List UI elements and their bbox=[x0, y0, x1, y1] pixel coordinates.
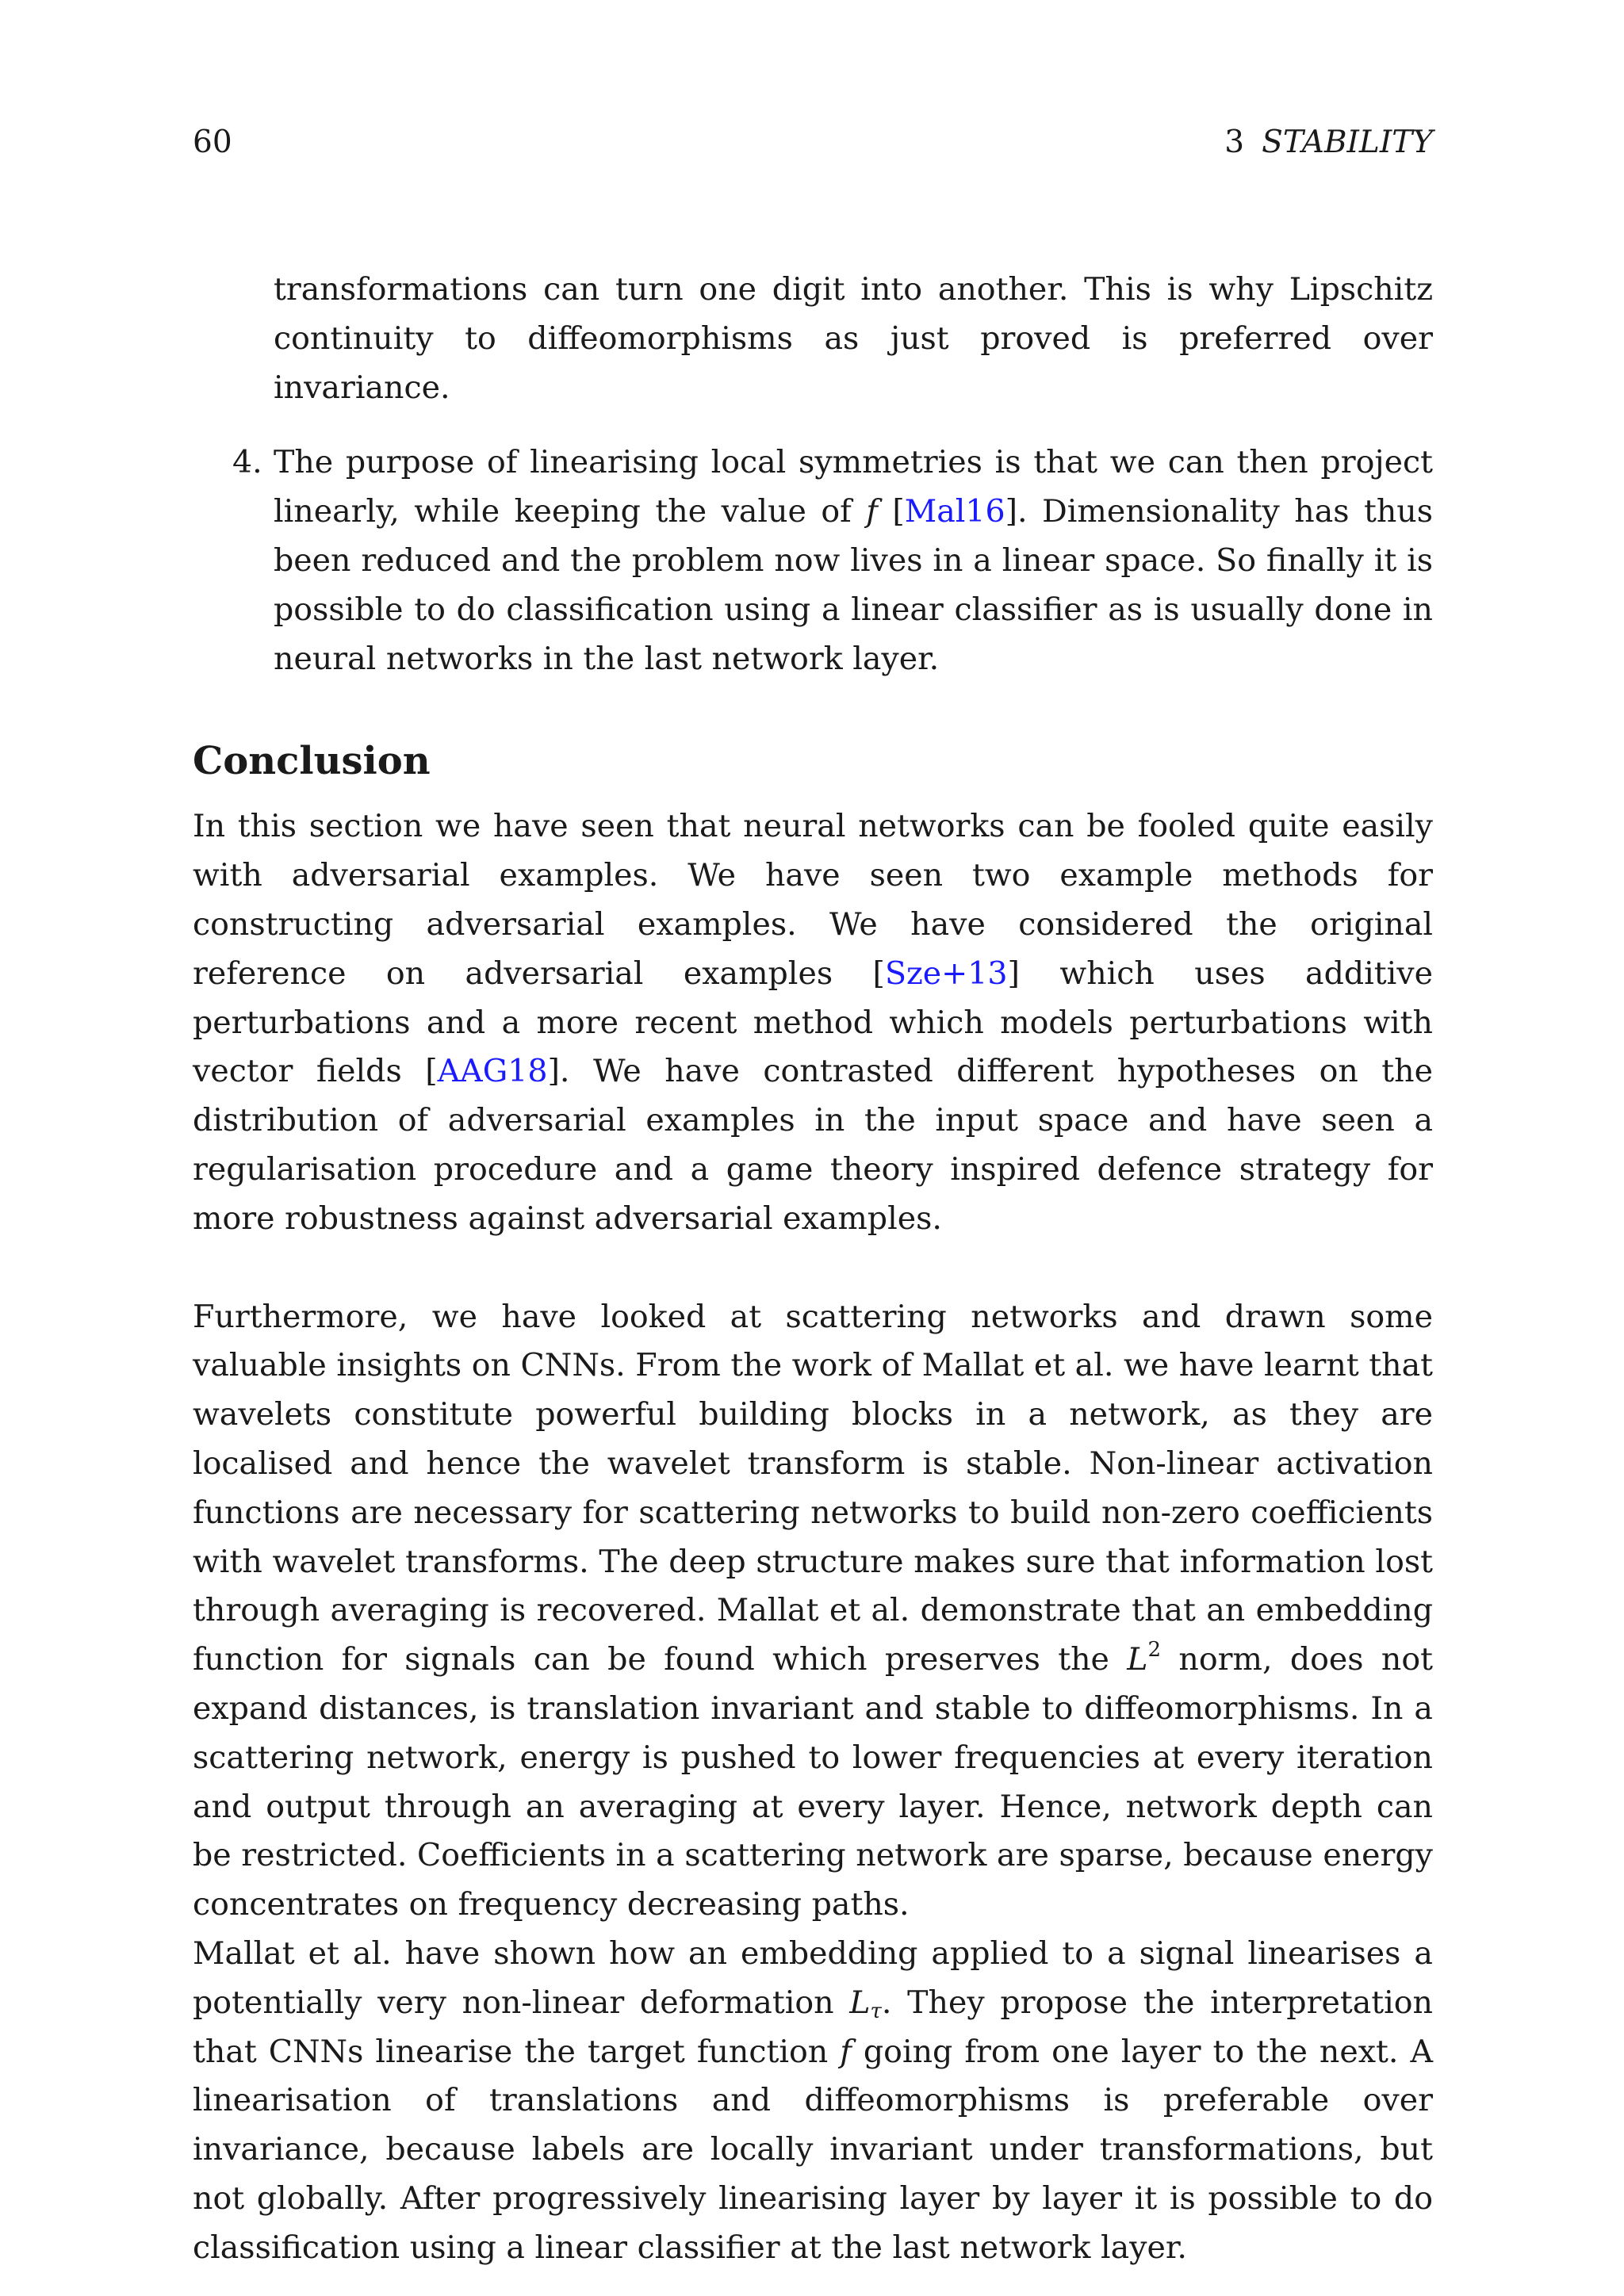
citation-link-mal16[interactable]: Mal16 bbox=[904, 493, 1005, 530]
page-header bbox=[193, 123, 1433, 163]
text-run: ]. Dimensionality has thus been reduced and the problem now lives in a linear space. So finally it is possible to do classification using a linear classifier as is usually done in neural networks in the last network layer. bbox=[274, 493, 1434, 677]
text-run: The purpose of linearising local symmetries is that we can then project linearly, while keeping the value of bbox=[274, 444, 1433, 530]
running-head bbox=[1224, 123, 1433, 163]
text-run: ]. We have contrasted different hypotheses on the distribution of adversarial examples in the input space and have seen a regularisation procedure and a game theory inspired defence strategy for more robustness against adversarial examples. bbox=[193, 1053, 1433, 1237]
text-run: norm, does not expand distances, is translation invariant and stable to diffeomorphisms. In a scattering network, energy is pushed to lower frequencies at every iteration and output through an averaging at every layer. Hence, network depth can be restricted. Coefficients in a scattering network are sparse, because energy concentrates on frequency decreasing paths. bbox=[193, 1641, 1433, 1923]
list-marker: 4. bbox=[232, 444, 262, 481]
conclusion-paragraph-1 bbox=[193, 802, 1433, 1243]
list-item-4-text bbox=[274, 438, 1433, 683]
math-subscript-tau: τ bbox=[870, 1999, 882, 2023]
text-run: Furthermore, we have looked at scattering networks and drawn some valuable insights on CNNs. From the work of Mallat et al. we have learnt that wavelets constitute powerful building blocks in a network, as they are localised and hence the wavelet transform is stable. Non-linear activation functions are necessary for scattering networks to build non-zero coefficients with wavelet transforms. The deep structure makes sure that information lost through averaging is recovered. Mallat et al. demonstrate that an embedding function for signals can be found which preserves the bbox=[193, 1298, 1433, 1678]
text-run: going from one layer to the next. A linearisation of translations and diffeomorphisms is preferable over invariance, because labels are locally invariant under transformations, but not globally. After progressively linearising layer by layer it is possible to do classification using a linear classifier at the last network layer. bbox=[193, 2033, 1433, 2266]
page-body bbox=[193, 266, 1433, 2272]
math-superscript: 2 bbox=[1147, 1638, 1162, 1663]
conclusion-paragraph-2 bbox=[193, 1293, 1433, 1930]
conclusion-heading: Conclusion bbox=[193, 739, 431, 784]
list-item-3-continuation: transformations can turn one digit into another. This is why Lipschitz continuity to diffeomorphisms as just proved is preferred over invariance. bbox=[274, 271, 1433, 406]
citation-link-aag18[interactable]: AAG18 bbox=[437, 1053, 548, 1090]
math-f: f bbox=[840, 2033, 852, 2070]
math-L-tau: L bbox=[849, 1984, 871, 2021]
math-f: f bbox=[866, 493, 878, 530]
citation-link-sze13[interactable]: Sze+13 bbox=[884, 955, 1008, 992]
text-run: ] which uses additive perturbations and a more recent method which models perturbations with vector fields [ bbox=[193, 955, 1433, 1090]
conclusion-paragraph-3 bbox=[193, 1930, 1433, 2273]
text-run: [ bbox=[877, 493, 905, 530]
page-number: 60 bbox=[193, 124, 232, 160]
text-run: Mallat et al. have shown how an embedding applied to a signal linearises a potentially very non-linear deformation bbox=[193, 1934, 1433, 2021]
text-run: In this section we have seen that neural networks can be fooled quite easily with adversarial examples. We have seen two example methods for constructing adversarial examples. We have considered the original reference on adversarial examples [ bbox=[193, 808, 1433, 992]
section-number: 3 bbox=[1224, 124, 1245, 160]
list-item-4 bbox=[232, 438, 1434, 683]
text-run: . They propose the interpretation that CNNs linearise the target function bbox=[193, 1984, 1433, 2070]
math-L: L bbox=[1127, 1641, 1148, 1678]
section-title: STABILITY bbox=[1262, 124, 1433, 160]
